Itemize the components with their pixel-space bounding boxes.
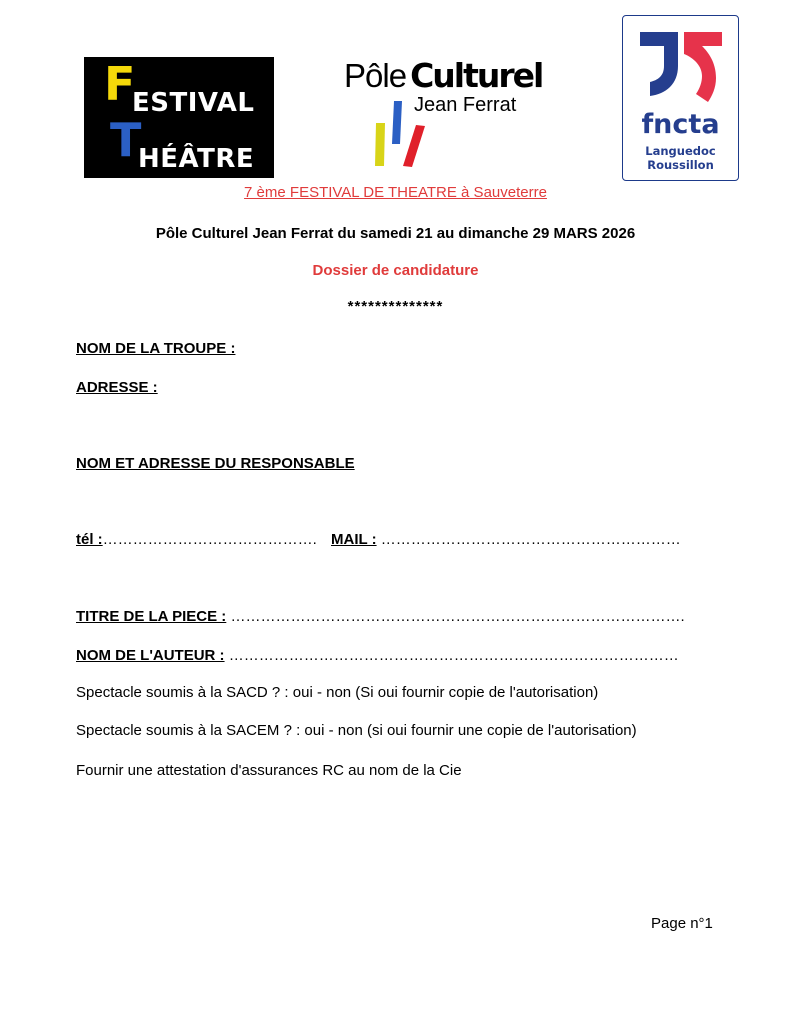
mail-label: MAIL : [331,531,377,548]
fncta-logo [622,15,739,181]
logo-word-estival: ESTIVAL [132,88,255,118]
fncta-name: fncta [641,109,720,140]
page-number: Page n°1 [651,915,713,932]
tel-mail-row [76,531,681,549]
pole-culturel-wordmark [344,58,542,94]
piece-title-label: TITRE DE LA PIECE : [76,608,227,625]
sacem-question: Spectacle soumis à la SACEM ? : oui - non (si oui fournir une copie de l'autorisation) [76,722,637,739]
separator: ************** [347,298,444,315]
tel-label: tél : [76,531,103,548]
troupe-name-label: NOM DE LA TROUPE : [76,340,236,357]
author-field[interactable]: ……………………………………………………………………………… [224,647,679,664]
author-label: NOM DE L'AUTEUR : [76,647,225,664]
fncta-region-line2: Roussillon [647,158,714,172]
insurance-note: Fournir une attestation d'assurances RC au nom de la Cie [76,762,462,779]
logo-letter-t: T [110,113,142,167]
piece-title-row [76,608,685,626]
logo-letter-f: F [104,57,136,111]
author-row [76,647,679,665]
piece-title-field[interactable]: ………………………………………………………………………………. [226,608,685,625]
venue-dates: Pôle Culturel Jean Ferrat du samedi 21 au dimanche 29 MARS 2026 [155,225,636,242]
fncta-region-line1: Languedoc [645,144,716,158]
sacd-question: Spectacle soumis à la SACD ? : oui - non (Si oui fournir copie de l'autorisation) [76,684,599,701]
mail-field[interactable]: …………………………………………………… [376,531,681,548]
responsable-label: NOM ET ADRESSE DU RESPONSABLE [76,455,355,472]
festival-theatre-logo [84,57,274,178]
color-bars-icon [372,96,432,168]
tel-field[interactable]: ……………………………………. [102,531,317,548]
logo-word-jean-ferrat: Jean Ferrat [414,94,517,116]
logo-word-culturel: Culturel [410,56,543,95]
fncta-emblem-icon [638,32,724,104]
logo-word-pole: Pôle [344,57,407,94]
document-type: Dossier de candidature [312,262,479,279]
event-title: 7 ème FESTIVAL DE THEATRE à Sauveterre [244,184,547,201]
address-label: ADRESSE : [76,379,158,396]
pole-culturel-logo [344,56,543,170]
logo-word-heatre: HÉÂTRE [138,144,255,174]
